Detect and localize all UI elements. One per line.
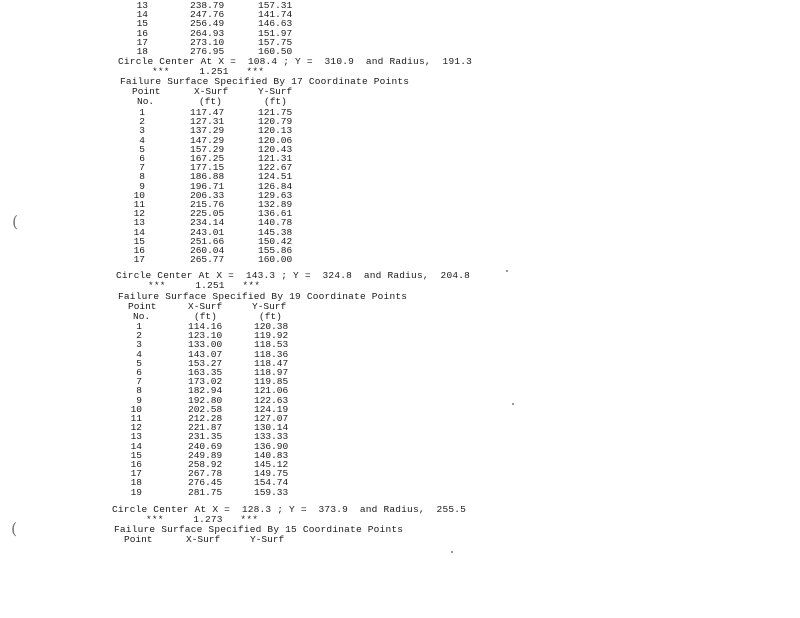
- x-surf-value: 215.76: [190, 199, 225, 210]
- point-number: 5: [136, 357, 142, 369]
- y-surf-value: 118.36: [254, 348, 289, 360]
- point-number: 12: [133, 208, 145, 220]
- point-number: 11: [130, 413, 142, 424]
- y-surf-value: 146.63: [258, 18, 293, 30]
- x-surf-value: 202.58: [188, 403, 223, 415]
- point-number: 14: [133, 226, 145, 238]
- y-surf-value: 145.12: [254, 459, 289, 470]
- y-surf-value: 124.51: [258, 171, 293, 183]
- y-surf-value: 149.75: [254, 468, 289, 480]
- y-surf-value: 159.33: [254, 486, 289, 498]
- y-surf-value: 141.74: [258, 9, 293, 21]
- point-number: 17: [136, 36, 148, 48]
- scan-speck: [512, 403, 514, 405]
- point-number: 19: [130, 486, 142, 498]
- y-surf-value: 157.75: [258, 36, 293, 48]
- y-surf-value: 120.43: [258, 143, 293, 155]
- x-surf-value: 212.28: [188, 413, 223, 424]
- y-surf-value: 118.97: [254, 367, 289, 378]
- column-header: (ft): [264, 96, 287, 107]
- x-surf-value: 163.35: [188, 367, 223, 378]
- point-number: 10: [133, 189, 145, 201]
- point-number: 13: [136, 0, 148, 11]
- x-surf-value: 276.45: [188, 477, 223, 489]
- y-surf-value: 140.83: [254, 449, 289, 461]
- point-number: 3: [136, 339, 142, 351]
- point-number: 2: [136, 330, 142, 342]
- y-surf-value: 129.63: [258, 189, 293, 201]
- x-surf-value: 247.76: [190, 9, 225, 21]
- x-surf-value: 265.77: [190, 254, 225, 266]
- circle-center-line: Circle Center At X = 108.4 ; Y = 310.9 and Radius, 191.3: [118, 56, 473, 67]
- column-header: Point: [128, 301, 157, 312]
- point-number: 9: [136, 394, 142, 406]
- x-surf-value: 221.87: [188, 422, 223, 434]
- column-header: Y-Surf: [250, 534, 285, 545]
- x-surf-value: 153.27: [188, 357, 223, 369]
- point-number: 15: [130, 449, 142, 461]
- point-number: 16: [133, 245, 145, 256]
- scan-speck: [451, 551, 453, 553]
- y-surf-value: 133.33: [254, 431, 289, 443]
- y-surf-value: 119.92: [254, 330, 289, 342]
- point-number: 18: [136, 46, 148, 57]
- x-surf-value: 281.75: [188, 486, 223, 498]
- y-surf-value: 132.89: [258, 199, 293, 210]
- point-number: 8: [139, 171, 145, 183]
- point-number: 17: [133, 254, 145, 266]
- point-number: 1: [139, 107, 145, 118]
- x-surf-value: 117.47: [190, 107, 225, 118]
- x-surf-value: 147.29: [190, 134, 225, 146]
- point-number: 10: [130, 403, 142, 415]
- x-surf-value: 137.29: [190, 125, 225, 137]
- column-header: X-Surf: [186, 534, 221, 545]
- y-surf-value: 122.63: [254, 394, 289, 406]
- y-surf-value: 120.79: [258, 116, 293, 128]
- point-number: 4: [139, 134, 145, 146]
- y-surf-value: 155.86: [258, 245, 293, 256]
- x-surf-value: 196.71: [190, 180, 225, 192]
- column-header: No.: [137, 96, 155, 107]
- y-surf-value: 120.13: [258, 125, 293, 137]
- point-number: 15: [136, 18, 148, 30]
- x-surf-value: 264.93: [190, 27, 225, 39]
- column-header: Point: [124, 534, 153, 545]
- column-header: X-Surf: [188, 301, 223, 312]
- x-surf-value: 238.79: [190, 0, 225, 11]
- column-header: (ft): [194, 311, 217, 322]
- point-number: 15: [133, 235, 145, 247]
- y-surf-value: 121.75: [258, 107, 293, 118]
- point-number: 4: [136, 348, 142, 360]
- point-number: 11: [133, 199, 145, 210]
- x-surf-value: 260.04: [190, 245, 225, 256]
- x-surf-value: 173.02: [188, 376, 223, 388]
- x-surf-value: 243.01: [190, 226, 225, 238]
- y-surf-value: 120.06: [258, 134, 293, 146]
- failure-surface-title: Failure Surface Specified By 15 Coordinate Points: [114, 524, 404, 535]
- column-header: No.: [133, 311, 151, 322]
- y-surf-value: 150.42: [258, 235, 293, 247]
- y-surf-value: 124.19: [254, 403, 289, 415]
- y-surf-value: 127.07: [254, 413, 289, 424]
- binder-hole-mark: (: [11, 519, 18, 538]
- column-header: X-Surf: [194, 86, 229, 97]
- x-surf-value: 182.94: [188, 385, 223, 397]
- x-surf-value: 251.66: [190, 235, 225, 247]
- x-surf-value: 177.15: [190, 162, 225, 174]
- y-surf-value: 160.00: [258, 254, 293, 266]
- x-surf-value: 206.33: [190, 189, 225, 201]
- column-header: (ft): [199, 96, 222, 107]
- x-surf-value: 258.92: [188, 459, 223, 470]
- column-header: Y-Surf: [252, 301, 287, 312]
- y-surf-value: 160.50: [258, 46, 293, 57]
- point-number: 13: [130, 431, 142, 443]
- point-number: 12: [130, 422, 142, 434]
- x-surf-value: 167.25: [190, 153, 225, 164]
- y-surf-value: 157.31: [258, 0, 293, 11]
- scan-speck: [506, 270, 508, 272]
- x-surf-value: 240.69: [188, 440, 223, 452]
- point-number: 3: [139, 125, 145, 137]
- factor-of-safety-line: *** 1.251 ***: [148, 280, 261, 291]
- x-surf-value: 157.29: [190, 143, 225, 155]
- x-surf-value: 276.95: [190, 46, 225, 57]
- point-number: 16: [130, 459, 142, 470]
- point-number: 14: [136, 9, 148, 21]
- x-surf-value: 273.10: [190, 36, 225, 48]
- point-number: 6: [139, 153, 145, 164]
- x-surf-value: 225.05: [190, 208, 225, 220]
- point-number: 7: [139, 162, 145, 174]
- point-number: 18: [130, 477, 142, 489]
- point-number: 1: [136, 321, 142, 332]
- y-surf-value: 120.38: [254, 321, 289, 332]
- y-surf-value: 145.38: [258, 226, 293, 238]
- y-surf-value: 122.67: [258, 162, 293, 174]
- y-surf-value: 121.06: [254, 385, 289, 397]
- point-number: 6: [136, 367, 142, 378]
- point-number: 2: [139, 116, 145, 128]
- column-header: Point: [132, 86, 161, 97]
- column-header: (ft): [259, 311, 282, 322]
- y-surf-value: 130.14: [254, 422, 289, 434]
- circle-center-line: Circle Center At X = 143.3 ; Y = 324.8 and Radius, 204.8: [116, 270, 471, 281]
- point-number: 14: [130, 440, 142, 452]
- x-surf-value: 267.78: [188, 468, 223, 480]
- x-surf-value: 249.89: [188, 449, 223, 461]
- point-number: 5: [139, 143, 145, 155]
- circle-center-line: Circle Center At X = 128.3 ; Y = 373.9 and Radius, 255.5: [112, 504, 467, 515]
- x-surf-value: 234.14: [190, 217, 225, 229]
- x-surf-value: 123.10: [188, 330, 223, 342]
- x-surf-value: 186.88: [190, 171, 225, 183]
- y-surf-value: 136.61: [258, 208, 293, 220]
- y-surf-value: 154.74: [254, 477, 289, 489]
- y-surf-value: 126.84: [258, 180, 293, 192]
- failure-surface-title: Failure Surface Specified By 17 Coordinate Points: [120, 76, 410, 87]
- y-surf-value: 121.31: [258, 153, 293, 164]
- point-number: 17: [130, 468, 142, 480]
- x-surf-value: 256.49: [190, 18, 225, 30]
- factor-of-safety-line: *** 1.251 ***: [152, 66, 265, 77]
- point-number: 8: [136, 385, 142, 397]
- x-surf-value: 114.16: [188, 321, 223, 332]
- y-surf-value: 136.90: [254, 440, 289, 452]
- binder-hole-mark: (: [12, 212, 19, 231]
- x-surf-value: 231.35: [188, 431, 223, 443]
- y-surf-value: 118.47: [254, 357, 289, 369]
- y-surf-value: 118.53: [254, 339, 289, 351]
- column-header: Y-Surf: [258, 86, 293, 97]
- point-number: 9: [139, 180, 145, 192]
- x-surf-value: 133.00: [188, 339, 223, 351]
- failure-surface-title: Failure Surface Specified By 19 Coordinate Points: [118, 291, 408, 302]
- x-surf-value: 127.31: [190, 116, 225, 128]
- x-surf-value: 143.07: [188, 348, 223, 360]
- x-surf-value: 192.80: [188, 394, 223, 406]
- y-surf-value: 119.85: [254, 376, 289, 388]
- point-number: 16: [136, 27, 148, 39]
- point-number: 7: [136, 376, 142, 388]
- y-surf-value: 151.97: [258, 27, 293, 39]
- y-surf-value: 140.78: [258, 217, 293, 229]
- point-number: 13: [133, 217, 145, 229]
- factor-of-safety-line: *** 1.273 ***: [146, 514, 259, 525]
